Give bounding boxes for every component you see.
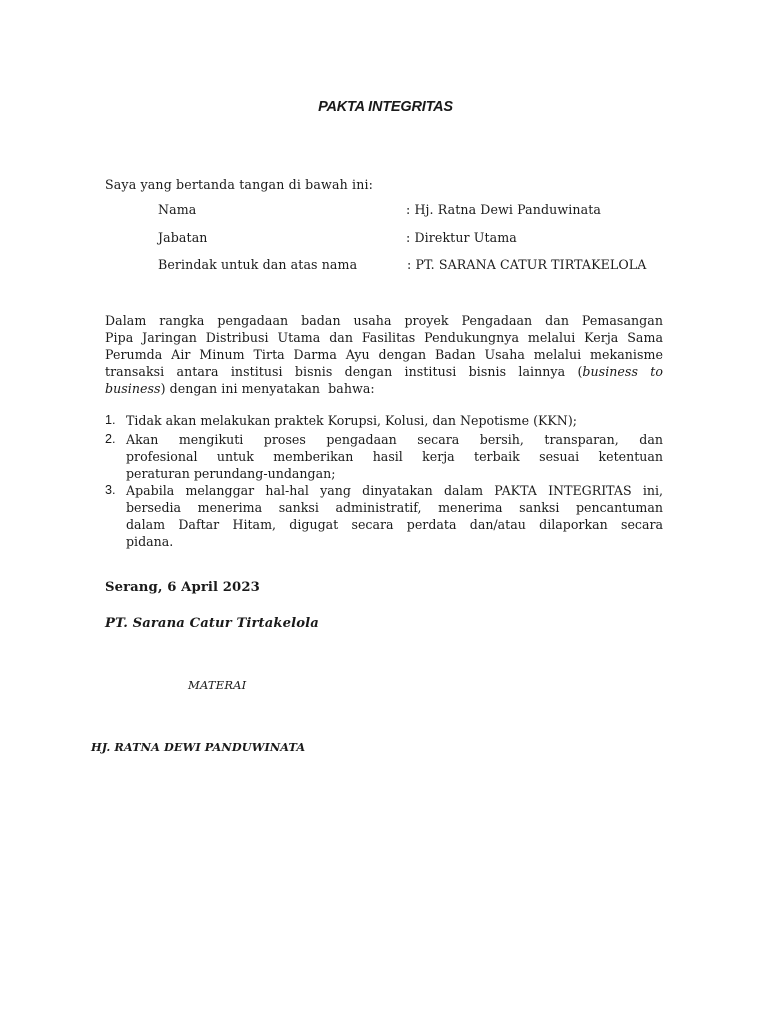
list-item-text <box>126 482 663 550</box>
paragraph-italic-text: business to <box>582 364 663 379</box>
list-item-line: dalam Daftar Hitam, digugat secara perdata dan/atau dilaporkan secara <box>126 517 663 532</box>
identity-value: : PT. SARANA CATUR TIRTAKELOLA <box>407 257 647 272</box>
intro-text: Saya yang bertanda tangan di bawah ini: <box>105 177 374 192</box>
paragraph-line: Dalam rangka pengadaan badan usaha proyek Pengadaan dan Pemasangan <box>105 313 663 328</box>
paragraph-line <box>105 363 663 380</box>
list-item-text <box>126 431 663 482</box>
paragraph-italic-text: business <box>105 381 161 396</box>
statement-paragraph <box>105 312 663 397</box>
list-item-line: Apabila melanggar hal-hal yang dinyatakan dalam PAKTA INTEGRITAS ini, <box>126 483 663 498</box>
list-item-number: 2. <box>105 432 116 446</box>
list-item-line: peraturan perundang-undangan; <box>126 466 336 481</box>
list-item-line: profesional untuk memberikan hasil kerja terbaik sesuai ketentuan <box>126 449 663 464</box>
paragraph-line <box>105 380 663 397</box>
list-item-number: 3. <box>105 483 116 497</box>
document-title: PAKTA INTEGRITAS <box>318 99 453 115</box>
paragraph-text: transaksi antara institusi bisnis dengan institusi bisnis lainnya ( <box>105 364 583 379</box>
identity-label: Berindak untuk dan atas nama <box>158 257 358 272</box>
list-item-line: pidana. <box>126 534 174 549</box>
place-date: Serang, 6 April 2023 <box>105 580 260 595</box>
stamp-placeholder: MATERAI <box>188 678 247 692</box>
list-item-number: 1. <box>105 413 116 427</box>
list-item-line: Tidak akan melakukan praktek Korupsi, Kolusi, dan Nepotisme (KKN); <box>126 413 577 428</box>
paragraph-line: Perumda Air Minum Tirta Darma Ayu dengan Badan Usaha melalui mekanisme <box>105 347 663 362</box>
list-item-line: bersedia menerima sanksi administratif, menerima sanksi pencantuman <box>126 500 663 515</box>
list-item-text <box>126 412 663 429</box>
list-item-line: Akan mengikuti proses pengadaan secara bersih, transparan, dan <box>126 432 663 447</box>
signer-name: HJ. RATNA DEWI PANDUWINATA <box>91 740 306 754</box>
identity-label: Nama <box>158 202 197 217</box>
company-name: PT. Sarana Catur Tirtakelola <box>105 616 319 631</box>
identity-value: : Hj. Ratna Dewi Panduwinata <box>406 202 601 217</box>
paragraph-text: ) dengan ini menyatakan bahwa: <box>160 381 375 396</box>
paragraph-line: Pipa Jaringan Distribusi Utama dan Fasilitas Pendukungnya melalui Kerja Sama <box>105 330 663 345</box>
identity-value: : Direktur Utama <box>406 230 517 245</box>
identity-label: Jabatan <box>158 230 208 245</box>
